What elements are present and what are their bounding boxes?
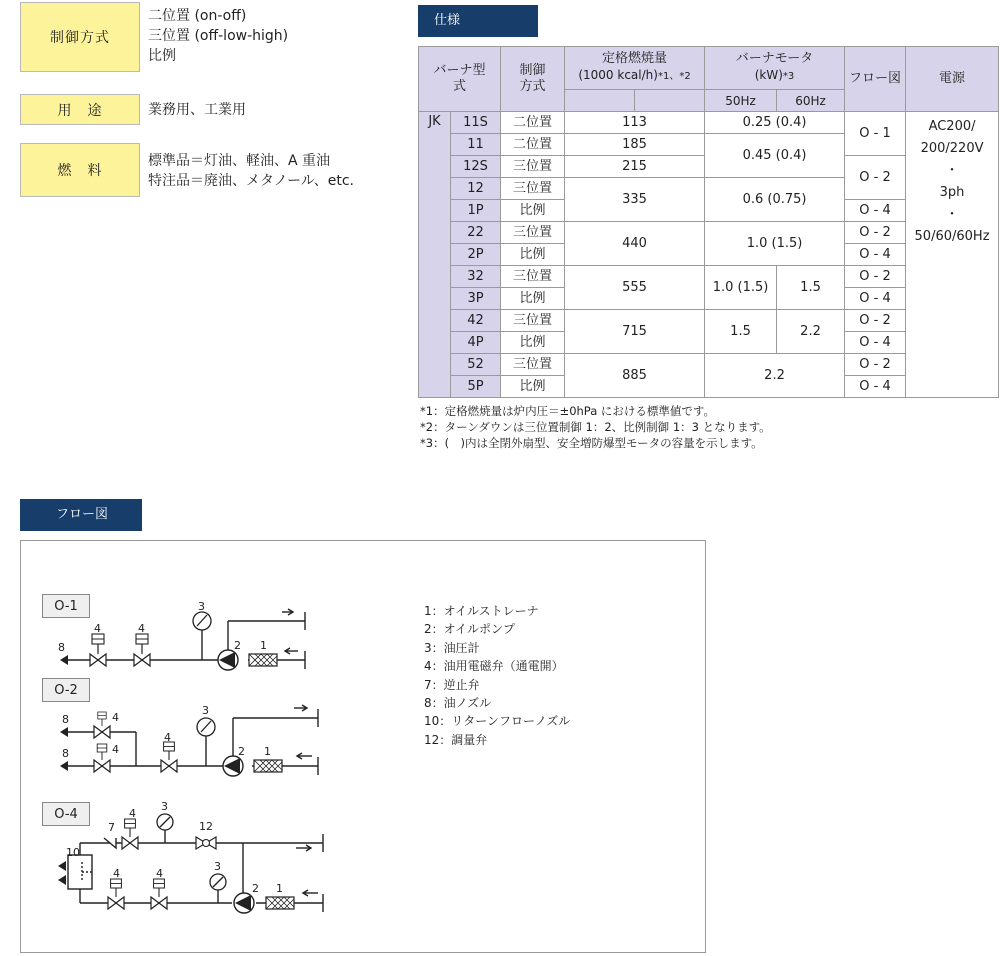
control-cell: 三位置 bbox=[501, 354, 565, 376]
flow-legend bbox=[424, 602, 570, 749]
power-line: ・ bbox=[945, 163, 959, 178]
callout-10: 10 bbox=[66, 846, 80, 859]
power-line: 50/60/60Hz bbox=[914, 229, 990, 244]
solenoid-icon bbox=[164, 742, 175, 760]
solenoid-valve-icon bbox=[94, 760, 110, 772]
power-line: 200/220V bbox=[920, 141, 984, 156]
callout-3: 3 bbox=[198, 600, 205, 613]
flow-cell: O - 4 bbox=[845, 200, 906, 222]
usage-label: 用 途 bbox=[20, 94, 140, 125]
flow-cell: O - 2 bbox=[845, 266, 906, 288]
legend-item: 7：逆止弁 bbox=[424, 677, 480, 692]
oil-pump-icon bbox=[218, 650, 238, 670]
legend-item: 12：調量弁 bbox=[424, 732, 488, 747]
control-method-value: 二位置 (on-off) bbox=[148, 8, 247, 24]
callout-4: 4 bbox=[138, 622, 145, 635]
header-control: 制御方式 bbox=[501, 47, 565, 112]
callout-3: 3 bbox=[161, 800, 168, 813]
nozzle-icon bbox=[58, 861, 66, 871]
control-cell: 比例 bbox=[501, 332, 565, 354]
motor-60hz-cell: 1.5 bbox=[777, 266, 845, 310]
motor-cell: 1.0 (1.5) bbox=[705, 222, 845, 266]
control-cell: 三位置 bbox=[501, 310, 565, 332]
fuel-value: 特注品＝廃油、メタノール、etc. bbox=[148, 173, 355, 189]
model-cell: 4P bbox=[451, 332, 501, 354]
header-motor-note: *3 bbox=[782, 71, 795, 82]
control-cell: 三位置 bbox=[501, 178, 565, 200]
power-line: 3ph bbox=[939, 185, 965, 200]
legend-item: 2：オイルポンプ bbox=[424, 622, 516, 637]
nozzle-icon bbox=[60, 761, 68, 771]
fuel-value: 標準品＝灯油、軽油、A 重油 bbox=[148, 153, 331, 169]
solenoid-icon bbox=[111, 879, 122, 897]
model-cell: 42 bbox=[451, 310, 501, 332]
control-cell: 比例 bbox=[501, 288, 565, 310]
header-motor-unit: (kW) bbox=[754, 68, 783, 82]
nozzle-icon bbox=[58, 875, 66, 885]
pumps bbox=[218, 650, 254, 913]
spec-note: *1：定格燃焼量は炉内圧＝±0hPa における標準値です。 bbox=[420, 404, 716, 418]
control-cell: 比例 bbox=[501, 200, 565, 222]
callout-3: 3 bbox=[214, 860, 221, 873]
callout-1: 1 bbox=[276, 882, 283, 895]
solenoid-valve-icon bbox=[94, 726, 110, 738]
header-flow: フロー図 bbox=[845, 47, 906, 112]
header-motor-label: バーナモータ bbox=[735, 51, 814, 66]
solenoid-valve-icon bbox=[134, 654, 150, 666]
control-method-label: 制御方式 bbox=[20, 2, 140, 72]
model-cell: 32 bbox=[451, 266, 501, 288]
control-cell: 比例 bbox=[501, 376, 565, 398]
solenoid-valve-icon bbox=[151, 897, 167, 909]
rated-cell: 715 bbox=[565, 310, 705, 354]
metering-valve-icon bbox=[196, 837, 216, 849]
callout-4: 4 bbox=[113, 867, 120, 880]
rated-cell: 440 bbox=[565, 222, 705, 266]
flow-cell: O - 2 bbox=[845, 222, 906, 244]
callout-2: 2 bbox=[252, 882, 259, 895]
strainers bbox=[249, 654, 294, 909]
control-cell: 三位置 bbox=[501, 156, 565, 178]
motor-cell: 2.2 bbox=[705, 354, 845, 398]
pressure-gauge-icon bbox=[193, 612, 211, 630]
header-rated-note: *1、*2 bbox=[657, 71, 691, 82]
callout-4: 4 bbox=[94, 622, 101, 635]
motor-cell: 0.6 (0.75) bbox=[705, 178, 845, 222]
callout-12: 12 bbox=[199, 820, 213, 833]
callout-1: 1 bbox=[264, 745, 271, 758]
oil-pump-icon bbox=[234, 893, 254, 913]
rated-cell: 185 bbox=[565, 134, 705, 156]
flow-cell: O - 2 bbox=[845, 310, 906, 332]
solenoid-valve-icon bbox=[108, 897, 124, 909]
oil-pump-icon bbox=[223, 756, 243, 776]
motor-60hz-cell: 2.2 bbox=[777, 310, 845, 354]
model-cell: 12 bbox=[451, 178, 501, 200]
rated-cell: 215 bbox=[565, 156, 705, 178]
callout-7: 7 bbox=[108, 821, 115, 834]
control-cell: 三位置 bbox=[501, 266, 565, 288]
model-cell: 1P bbox=[451, 200, 501, 222]
control-cell: 二位置 bbox=[501, 112, 565, 134]
solenoid-icon bbox=[98, 712, 106, 726]
solenoid-valve-icon bbox=[122, 837, 138, 849]
strainer-icon bbox=[249, 654, 277, 666]
model-cell: 11S bbox=[451, 112, 501, 134]
spec-note: *2：ターンダウンは三位置制御 1：2、比例制御 1：3 となります。 bbox=[420, 420, 771, 434]
power-line: ・ bbox=[945, 207, 959, 222]
callout-8: 8 bbox=[62, 747, 69, 760]
model-cell: 52 bbox=[451, 354, 501, 376]
control-method-value: 比例 bbox=[148, 48, 176, 64]
control-cell: 比例 bbox=[501, 244, 565, 266]
rated-cell: 885 bbox=[565, 354, 705, 398]
diagram-label-o4: O-4 bbox=[42, 802, 90, 826]
control-cell: 二位置 bbox=[501, 134, 565, 156]
diagram-label-o1: O-1 bbox=[42, 594, 90, 618]
motor-cell: 0.25 (0.4) bbox=[705, 112, 845, 134]
callout-4: 4 bbox=[156, 867, 163, 880]
flow-cell: O - 4 bbox=[845, 376, 906, 398]
callout-1: 1 bbox=[260, 639, 267, 652]
model-cell: 2P bbox=[451, 244, 501, 266]
solenoid-valve-icon bbox=[161, 760, 177, 772]
legend-item: 1：オイルストレーナ bbox=[424, 604, 539, 618]
model-cell: 5P bbox=[451, 376, 501, 398]
flow-cell: O - 4 bbox=[845, 244, 906, 266]
motor-cell: 0.45 (0.4) bbox=[705, 134, 845, 178]
solenoid-valve-icon bbox=[90, 654, 106, 666]
pressure-gauge-icon bbox=[157, 814, 173, 830]
legend-item: 4：油用電磁弁（通電開） bbox=[424, 659, 564, 674]
power-line: AC200/ bbox=[928, 119, 976, 134]
flow-cell: O - 4 bbox=[845, 332, 906, 354]
model-cell: 12S bbox=[451, 156, 501, 178]
pressure-gauge-icon bbox=[197, 718, 215, 736]
rated-cell: 113 bbox=[565, 112, 705, 134]
flow-cell: O - 2 bbox=[845, 354, 906, 376]
strainer-icon bbox=[254, 760, 282, 772]
legend-item: 3：油圧計 bbox=[424, 640, 480, 655]
rated-cell: 335 bbox=[565, 178, 705, 222]
usage-value: 業務用、工業用 bbox=[148, 102, 246, 118]
motor-50hz-cell: 1.0 (1.5) bbox=[705, 266, 777, 310]
nozzle-icon bbox=[60, 727, 68, 737]
control-method-value: 三位置 (off-low-high) bbox=[148, 28, 289, 44]
spec-section-title: 仕様 bbox=[418, 5, 538, 37]
callout-4: 4 bbox=[112, 711, 119, 724]
callout-4: 4 bbox=[129, 807, 136, 820]
header-60hz: 60Hz bbox=[777, 90, 845, 112]
pressure-gauge-icon bbox=[210, 874, 226, 890]
series-cell: JK bbox=[419, 112, 451, 398]
header-rated-unit: (1000 kcal/h) bbox=[578, 68, 658, 82]
nozzle-icon bbox=[60, 655, 68, 665]
flow-cell: O - 1 bbox=[845, 112, 906, 156]
solenoid-icon bbox=[154, 879, 165, 897]
header-50hz: 50Hz bbox=[705, 90, 777, 112]
callout-4: 4 bbox=[112, 743, 119, 756]
header-power: 電源 bbox=[906, 47, 999, 112]
diagram-label-o2: O-2 bbox=[42, 678, 90, 702]
rated-cell: 555 bbox=[565, 266, 705, 310]
control-cell: 三位置 bbox=[501, 222, 565, 244]
model-cell: 22 bbox=[451, 222, 501, 244]
spec-note: *3：( )内は全閉外扇型、安全増防爆型モータの容量を示します。 bbox=[420, 436, 763, 450]
callout-3: 3 bbox=[202, 704, 209, 717]
header-rated-label: 定格燃焼量 bbox=[602, 51, 668, 66]
strainer-icon bbox=[266, 897, 294, 909]
fuel-label: 燃 料 bbox=[20, 143, 140, 197]
legend-item: 10：リターンフローノズル bbox=[424, 714, 571, 729]
model-cell: 11 bbox=[451, 134, 501, 156]
model-cell: 3P bbox=[451, 288, 501, 310]
callout-4: 4 bbox=[164, 731, 171, 744]
callout-8: 8 bbox=[62, 713, 69, 726]
motor-50hz-cell: 1.5 bbox=[705, 310, 777, 354]
header-burner-type: バーナ型式 bbox=[419, 47, 501, 112]
solenoid-icon bbox=[125, 819, 136, 837]
callout-2: 2 bbox=[238, 745, 245, 758]
solenoid-icon bbox=[97, 744, 107, 760]
flow-section-title: フロー図 bbox=[20, 499, 142, 531]
legend-item: 8：油ノズル bbox=[424, 696, 492, 711]
flow-cell: O - 2 bbox=[845, 156, 906, 200]
callout-2: 2 bbox=[234, 639, 241, 652]
valves bbox=[90, 634, 177, 909]
callout-8: 8 bbox=[58, 641, 65, 654]
solenoid-icon bbox=[136, 634, 148, 654]
flow-cell: O - 4 bbox=[845, 288, 906, 310]
solenoid-icon bbox=[92, 634, 104, 654]
